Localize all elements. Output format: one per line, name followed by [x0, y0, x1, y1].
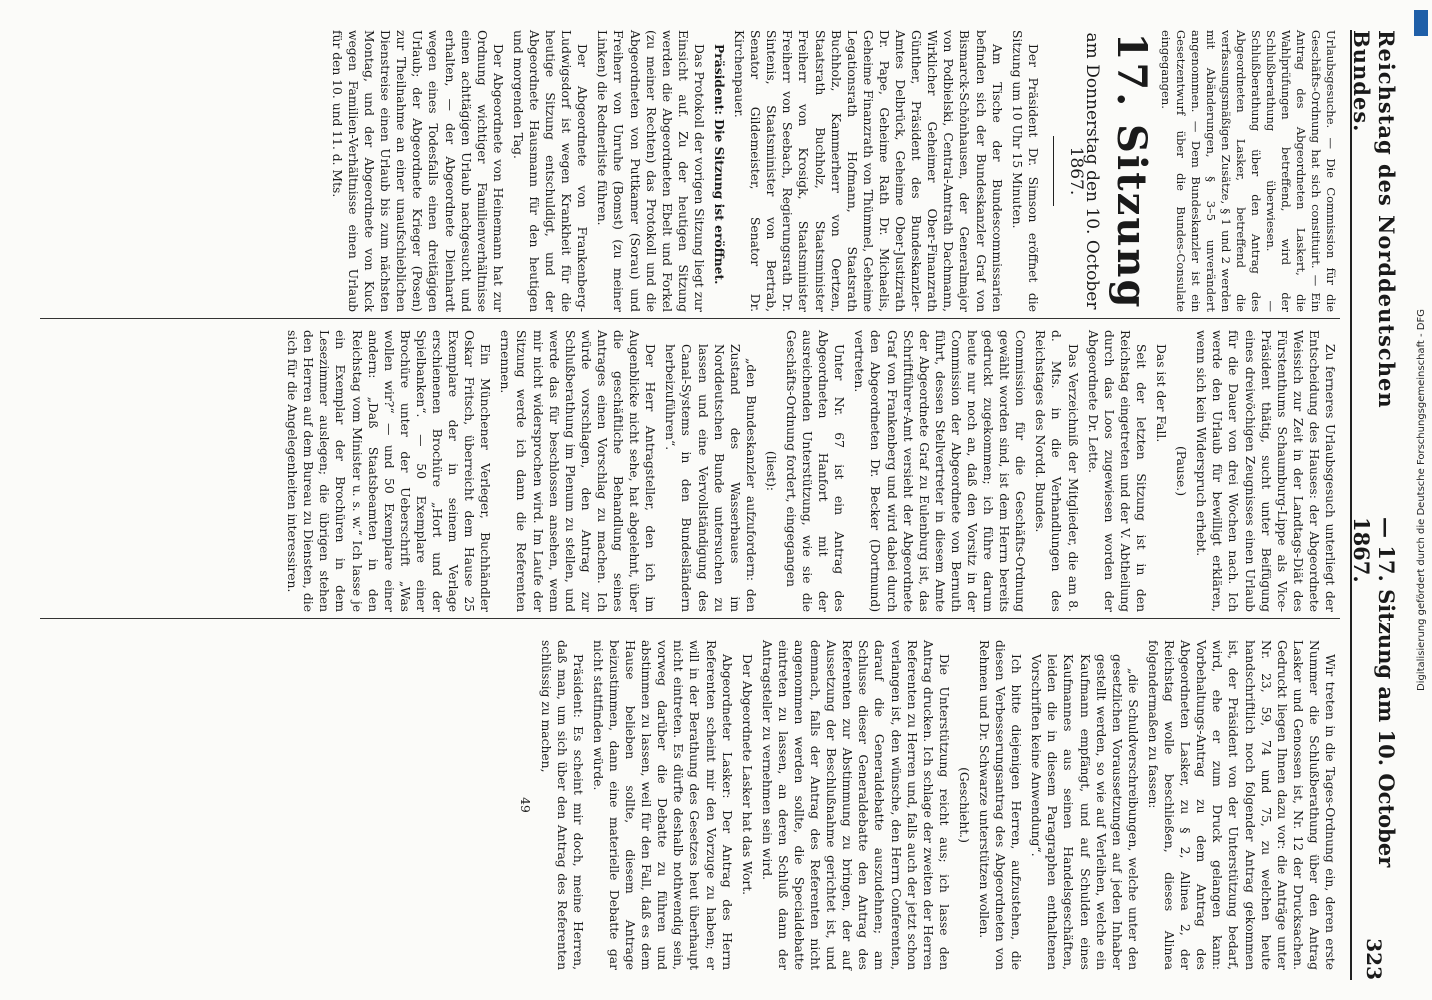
protocol-paragraph: Das Protokoll der vorigen Sitzung liegt zur Einsicht auf. Zu der heutigen Sitzung werden die Abgeordneten Ebelt und Forkel (zu meiner Rechten) das Protokoll und die Abgeordneten von Puttkamer (Sorau) und Freiherr von Unruhe (Bomst) (zu meiner Linken) die Rednerliste führen.	[595, 30, 706, 312]
running-head-left: Reichstag des Norddeutschen Bundes.	[1349, 30, 1399, 409]
register-paragraph: Das Verzeichniß der Mitglieder, die am 8. d. Mts. in die Verhandlungen des Reichstages des Nordd. Bundes.	[1033, 330, 1080, 612]
new-member-paragraph: Seit der letzten Sitzung ist in den Reichstag eingetreten und der V. Abtheilung durch das Loos zugewiesen worden der Abgeordnete Dr. Lette.	[1085, 330, 1148, 612]
agenda-paragraph: Wir treten in die Tages-Ordnung ein, deren erste Nummer die Schlußberathung über den Antrag Lasker und Genossen ist, Nr. 12 der Drucksachen. Gedruckt liegen Ihnen dazu vor: die Anträge unter Nr. 23, 59, 74 und 75, zu welchen heute handschriftlich noch folgender Antrag gekommen ist, der Präsident von der Unterstützung bedarf, wird, ehe er zum Druck gelangen kann: Vorbehaltungs-Antrag zu dem Antrag des Abgeordneten Lasker, zu § 2, Alinea 2, der Reichstag wolle beschließen, dieses Alinea folgendermaßen zu fassen:	[1145, 640, 1337, 970]
running-head	[1349, 30, 1399, 980]
column-divider	[40, 318, 1340, 319]
lasker-speech: Abgeordneter Lasker: Der Antrag des Herrn Referenten scheint mir den Vorzuge zu haben; er will in der Berathung des Gesetzes heut überhaupt nicht eintreten. Es dürfte deshalb nothwendig sein, vorweg darüber die Debatte zu führen und abstimmen zu lassen, weil für den Fall, daß es dem Hause belieben sollte, diesem Antrage beizustimmen, dann eine materielle Debatte gar nicht stattfinden würde.	[590, 640, 734, 970]
digitization-credit	[1412, 10, 1430, 990]
column-divider	[40, 618, 1340, 619]
amendment-quote: „die Schuldverschreibungen, welche unter den gesetzlichen Voraussetzungen auf jeden Inhaber gestellt werden, so wie auf Verleihen, welche ein Kaufmann empfängt, und auf Schulden eines Kaufmannes aus seinen Handelsgeschäften, leiden die in diesem Paragraphen enthaltenen Vorschriften keine Anwendung“.	[1029, 654, 1140, 970]
rotated-page	[10, 0, 1410, 1000]
right-column	[513, 640, 1338, 970]
further-leave-paragraph: Zu ferneres Urlaubsgesuch unterliegt der Entscheidung des Hauses: der Abgeordnete Weissich zur Zeit in der Landtags-Diät des Fürstenthums Schaumburg-Lippe als Vice-Präsident thätig, sucht unter Beifügung eines dreiwöchigen Zeugnisses einen Urlaub für die Dauer von drei Wochen nach. Ich werde den Urlaub für bewilligt erklären, wenn sich kein Widerspruch erhebt.	[1194, 330, 1337, 612]
motion-paragraph: Unter Nr. 67 ist ein Antrag des Abgeordneten Hanfort mit der ausreichenden Unterstützung, wie sie die Geschäfts-Ordnung fordert, eingegangen	[784, 330, 847, 612]
signature-mark: 49	[518, 797, 533, 813]
credit-text: Digitalisierung gefördert durch die Deutsche Forschungsgemeinschaft - DFG	[1415, 308, 1427, 691]
reads-note: (liest):	[763, 450, 778, 492]
divider-rule	[1053, 136, 1054, 206]
happens-note: (Geschieht.)	[956, 767, 971, 843]
page-number: 323	[1362, 938, 1386, 980]
president-opening: Präsident: Die Sitzung ist eröffnet.	[712, 44, 728, 285]
session-title: 17. Sitzung	[1108, 32, 1155, 310]
middle-column	[280, 330, 1338, 612]
president-reply: Präsident: Es scheint mir doch, meine Herren, daß man, um sich über den Antrag des Referenten schlüssig zu machen,	[538, 640, 585, 970]
pause-note: (Pause.)	[1174, 445, 1189, 497]
leave-paragraph: Der Abgeordnete von Frankenberg-Ludwigsdorf ist wegen Krankheit für die heutige Sitzung entschuldigt, und der Abgeordnete Hausmann für den heutigen und morgenden Tag.	[510, 30, 590, 312]
commission-paragraph: Commission für die Geschäfts-Ordnung gewählt worden sind, ist dem Herrn bereits gedruckt zugekommen; ich führe darum heute nur noch an, daß den Vorsitz in der Commission der Abgeordnete von Bernuth führt, dessen Stellvertreter in diesem Amte der Abgeordnete Graf zu Eulenburg ist, das Schriftführer-Amt versieht der Abgeordnete Graf von Frankenberg und wird dabei durch den Abgeordneten Dr. Becker (Dortmund) vertreten.	[852, 330, 1028, 612]
floor-given: Der Abgeordnete Lasker hat das Wort.	[739, 654, 754, 896]
debate-proposal: Die Unterstützung reicht aus; ich lasse den Antrag drucken. Ich schlage der zweiten der Herren Referenten zu Herren und, falls auch der jetzt schon verlangen ist, den wünsche, den Herrn Conferenten, darauf die Generaldebatte auszudehnen; am Schlusse dieser Generaldebatte den Antrag des Referenten zur Abstimmung zu bringen, der auf Aussetzung der Beschlußnahme gerichtet ist, und demnach, falls der Antrag des Referenten nicht angenommen werden sollte, die Specialdebatte eintreten zu lassen, an deren Schluß dann der Antragsteller zu vernehmen sein wird.	[759, 640, 951, 970]
attendance-paragraph: Am Tische der Bundescommissarien befinden sich der Bundeskanzler Graf von Bismarck-Schönhausen, der Generalmajor von Podbielski, Central-Amtrath Dachmann, Wirklicher Geheimer Ober-Finanzrath Günther, Präsident des Bundeskanzler-Amtes Delbrück, Geheime Ober-Justizrath Dr. Pape, Geheime Rath Dr. Michaelis, Geheime Finanzrath von Thümmel, Geheime Legationsrath Hofmann, Staatsrath Buchholz, Kammerherr von Oertzen, Staatsrath Buchholz, Staatsminister Freiherr von Krosigk, Staatsminister Freiherr von Seebach, Regierungsrath Dr. Sintenis, Staatsminister von Bertrab, Senator Gildemeister, Senator Dr. Kirchenpauer.	[732, 30, 1004, 312]
brochure-paragraph: Ein Münchener Verleger, Buchhändler Oskar Fritsch, überreicht dem Hause 25 Exemplare der in seinem Verlage erschienenen Brochüre „Hort und der Spielbanken“. — 50 Exemplare einer Brochüre unter der Ueberschrift „Was wollen wir?“ — und 50 Exemplare einer andern: „Daß Staatsbeamten in den Reichstag vom Minister u. s. w.“ Ich lasse je ein Exemplar der Brochüren in dem Lesezimmer auslegen; die übrigen stehen den Herren auf dem Bureau zu Diensten, die sich für die Angelegenheiten interessiren.	[285, 330, 493, 612]
leave-paragraph-2: Der Abgeordnete von Heinemann hat zur Ordnung wichtiger Familienverhältnisse einen achttägigen Urlaub nachgesucht und erhalten, — der Abgeordnete Dienhardt wegen eines Todesfalls einen dreitägigen Urlaub; der Abgeordnete Krieger (Posen) zur Theilnahme an einer unaufschieblichen Dienstreise einen Urlaub bis zum nächsten Montag, und der Abgeordnete von Kuck wegen Familien-Verhältnisse einen Urlaub für den 10. und 11. d. Mts.	[329, 30, 505, 312]
session-summary: Urlaubsgesuche. — Die Commission für die Geschäfts-Ordnung hat sich constituirt. — Ein Antrag des Abgeordneten Laskert, die Wahlprüfungen betreffend, wird der Schlußberathung überwiesen. — Schlußberathung über den Antrag des Abgeordneten Lasker, betreffend die verfassungsmäßigen Zusätze, § 1 und 2 werden mit Abänderungen, § 3–5 unverändert angenommen. — Dem Bundeskanzler ist ein Gesetzentwurf über die Bundes-Consulate eingegangen.	[1159, 30, 1338, 312]
granted-paragraph: Das ist der Fall.	[1154, 344, 1169, 443]
opening-paragraph: Der Präsident Dr. Simson eröffnet die Sitzung um 10 Uhr 15 Minuten.	[1009, 30, 1040, 312]
left-column	[325, 30, 1338, 312]
motion-quote: „den Bundeskanzler aufzufordern: den Zustand des Wasserbaues im Norddeutschen Bunde untersuchen zu lassen und eine Vervollständigung des Canal-Systems in den Bundesländern herbeizuführen“.	[663, 344, 758, 612]
running-head-right: — 17. Sitzung am 10. October 1867.	[1349, 516, 1399, 868]
session-date: am Donnerstag den 10. October 1867.	[1065, 32, 1102, 310]
support-request: Ich bitte diejenigen Herren, aufzustehen, die diesen Verbesserungsantrag des Abgeordneten von Rehmen und Dr. Schwarze unterstützen wollen.	[977, 640, 1024, 970]
procedure-paragraph: Der Herr Antragsteller, den ich im Augenblicke nicht sehe, hat abgelehnt, über die geschäftliche Behandlung seines Antrages einen Vorschlag zu machen. Ich würde vorschlagen, den Antrag zur Schlußberathung im Plenum zu stellen, und werde das für beschlossen ansehen, wenn mir nicht widersprochen wird. Im Laufe der Sitzung werde ich dann die Referenten ernennen.	[498, 330, 658, 612]
